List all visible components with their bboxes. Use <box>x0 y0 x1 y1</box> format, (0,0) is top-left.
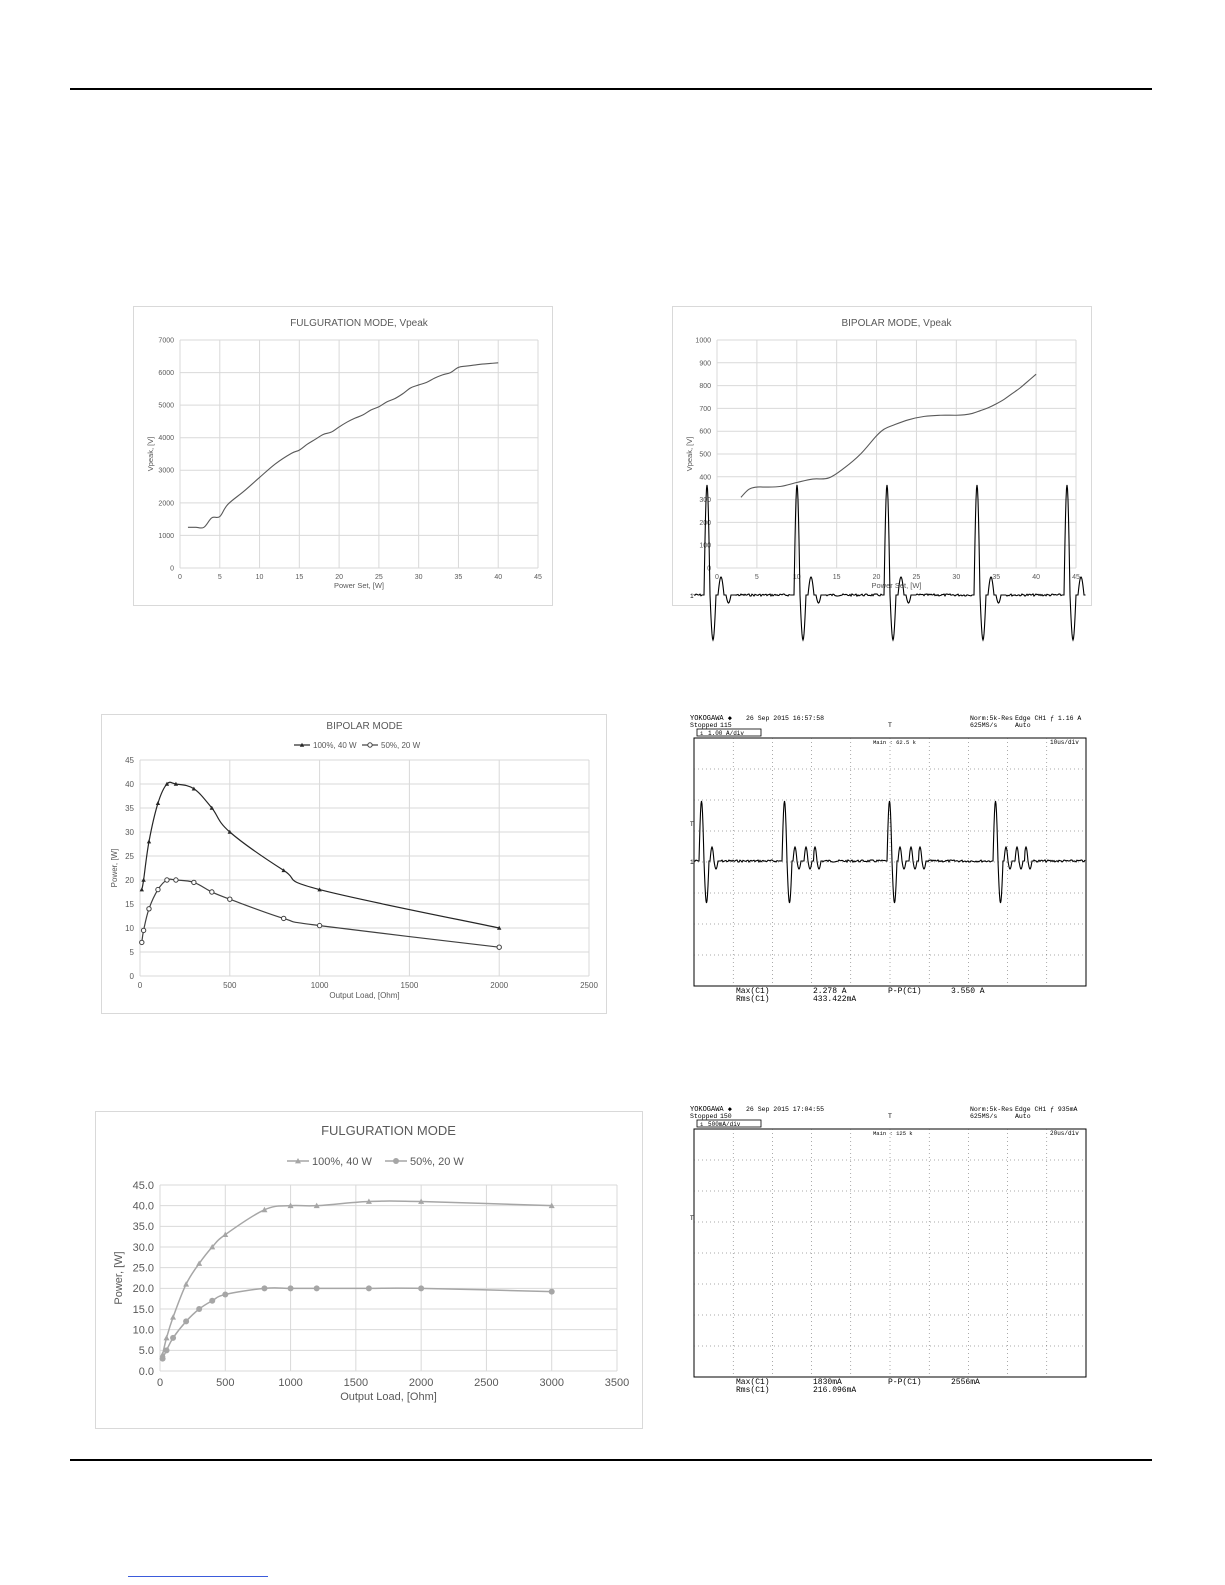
scope-trigger-marker: T <box>888 722 892 729</box>
x-tick-label: 45 <box>534 574 542 581</box>
scope-trigger-edge: Edge CH1 ƒ 1.16 A <box>1015 715 1082 722</box>
y-tick-label: 1000 <box>695 337 711 345</box>
data-point <box>156 887 160 891</box>
y-tick-label: 0.0 <box>138 1365 154 1378</box>
scope-datetime: 26 Sep 2015 16:57:58 <box>746 715 825 722</box>
y-tick-label: 0 <box>129 971 134 981</box>
x-tick-label: 35 <box>992 574 1001 581</box>
x-tick-label: 1000 <box>310 981 329 990</box>
y-tick-label: 45.0 <box>132 1179 154 1192</box>
y-tick-label: 20 <box>125 875 134 885</box>
scope-meas-max-value: 1830mA <box>813 1378 842 1387</box>
data-point <box>196 1306 202 1312</box>
y-axis-label: Vpeak, [V] <box>146 436 155 472</box>
data-point <box>147 907 151 911</box>
y-tick-label: 1000 <box>158 532 174 540</box>
scope-channel-number: 1 <box>700 1121 704 1128</box>
data-point <box>164 1347 170 1353</box>
data-point <box>288 1285 294 1291</box>
x-tick-label: 15 <box>832 574 841 581</box>
x-tick-label: 10 <box>792 574 801 581</box>
x-tick-label: 2500 <box>580 981 598 990</box>
x-tick-label: 0 <box>137 981 143 990</box>
data-point <box>210 890 214 894</box>
chart-fulguration-power-svg <box>95 1111 643 1429</box>
oscilloscope-capture-1 <box>688 712 1090 1004</box>
y-tick-label: 2000 <box>158 500 174 508</box>
scope-record: 150 <box>720 1113 732 1120</box>
footer-rule <box>70 1459 1152 1461</box>
chart-fulguration-power <box>95 1111 643 1429</box>
data-point <box>261 1285 267 1291</box>
x-tick-label: 25 <box>912 574 921 581</box>
y-tick-label: 500 <box>699 451 711 459</box>
scope-main-record: Main : 62.5 k <box>873 739 916 746</box>
y-tick-label: 600 <box>699 428 711 436</box>
y-tick-label: 0 <box>170 565 174 573</box>
y-tick-label: 45 <box>125 755 134 765</box>
scope-time-div: 20us/div <box>1050 1130 1079 1137</box>
legend-label: 100%, 40 W <box>312 1155 372 1168</box>
scope-time-div: 10us/div <box>1050 739 1079 746</box>
x-tick-label: 1500 <box>400 981 419 990</box>
x-tick-label: 20 <box>872 574 881 581</box>
scope-meas-pp-label: P-P(C1) <box>888 987 922 996</box>
chart-frame <box>134 307 553 606</box>
data-point <box>366 1285 372 1291</box>
y-tick-label: 30 <box>125 827 134 837</box>
x-tick-label: 40 <box>494 574 503 581</box>
scope-meas-pp-value: 2556mA <box>951 1378 980 1387</box>
x-axis-label: Output Load, [Ohm] <box>329 991 400 1000</box>
x-tick-label: 25 <box>374 574 383 581</box>
y-tick-label: 800 <box>699 383 711 391</box>
scope-ground-marker: 1 <box>690 859 694 866</box>
x-tick-label: 2000 <box>490 981 509 990</box>
data-point <box>497 945 501 949</box>
legend-marker <box>368 743 372 747</box>
y-tick-label: 10.0 <box>132 1324 154 1337</box>
x-tick-label: 1500 <box>343 1377 369 1389</box>
x-axis-label: Output Load, [Ohm] <box>340 1391 437 1403</box>
scope-datetime: 26 Sep 2015 17:04:55 <box>746 1106 825 1113</box>
x-tick-label: 1000 <box>278 1377 303 1389</box>
scope-brand: YOKOGAWA ◆ <box>690 1106 733 1114</box>
y-axis-label: Power, [W] <box>110 848 119 888</box>
x-tick-label: 5 <box>754 574 759 581</box>
x-tick-label: 30 <box>952 574 961 581</box>
scope-sample-rate: 625MS/s <box>970 1113 998 1120</box>
scope-meas-rms-value: 216.096mA <box>813 1386 857 1395</box>
y-tick-label: 25.0 <box>132 1262 154 1275</box>
y-tick-label: 3000 <box>158 467 174 475</box>
scope-meas-max-label: Max(C1) <box>736 987 770 996</box>
x-tick-label: 20 <box>335 574 344 581</box>
y-tick-label: 7000 <box>158 337 174 345</box>
y-axis-label: Vpeak, [V] <box>685 436 694 472</box>
scope-trigger-level-marker: T <box>690 821 694 828</box>
y-tick-label: 5.0 <box>138 1345 154 1358</box>
x-tick-label: 2000 <box>408 1377 434 1389</box>
scope-meas-rms-label: Rms(C1) <box>736 995 770 1004</box>
data-point <box>141 928 145 932</box>
chart-bipolar-power <box>101 714 607 1014</box>
y-tick-label: 15 <box>125 899 134 909</box>
y-tick-label: 700 <box>699 405 711 413</box>
scope-meas-rms-label: Rms(C1) <box>736 1386 770 1395</box>
scope-trigger-marker: T <box>888 1113 892 1120</box>
x-axis-label: Power Set, [W] <box>871 581 922 590</box>
chart-title: BIPOLAR MODE <box>326 721 403 732</box>
scope-main-record: Main : 125 k <box>873 1130 913 1137</box>
y-axis-label: Power, [W] <box>113 1251 125 1305</box>
y-tick-label: 200 <box>699 519 711 527</box>
legend-label: 100%, 40 W <box>313 740 357 750</box>
x-tick-label: 40 <box>1032 574 1041 581</box>
x-tick-label: 500 <box>223 981 237 990</box>
data-point <box>222 1292 228 1298</box>
scope-meas-max-value: 2.278 A <box>813 987 847 996</box>
scope-trigger-edge: Edge CH1 ƒ 935mA <box>1015 1106 1078 1113</box>
data-point <box>160 1356 166 1362</box>
y-tick-label: 5000 <box>158 402 174 410</box>
y-tick-label: 25 <box>125 851 134 861</box>
scope-channel-number: 1 <box>700 730 704 737</box>
scope-status: Stopped <box>690 722 718 729</box>
x-tick-label: 45 <box>1072 574 1080 581</box>
scope-meas-pp-value: 3.550 A <box>951 987 985 996</box>
x-tick-label: 0 <box>156 1377 164 1389</box>
x-tick-label: 10 <box>255 574 264 581</box>
y-tick-label: 300 <box>699 497 711 505</box>
scope-channel-scale: 500mA/div <box>708 1121 741 1128</box>
chart-bipolar-vpeak-svg <box>672 306 1092 606</box>
chart-title: BIPOLAR MODE, Vpeak <box>841 318 952 329</box>
x-tick-label: 30 <box>414 574 423 581</box>
chart-bipolar-power-svg <box>101 714 607 1014</box>
scope-record: 115 <box>720 722 732 729</box>
y-tick-label: 10 <box>125 923 134 933</box>
oscilloscope-capture-1-svg <box>688 712 1090 1004</box>
legend-label: 50%, 20 W <box>410 1155 464 1168</box>
y-tick-label: 40.0 <box>132 1200 154 1213</box>
x-tick-label: 15 <box>295 574 304 581</box>
header-rule <box>70 88 1152 90</box>
scope-channel-scale: 1.00 A/div <box>708 730 745 737</box>
y-tick-label: 20.0 <box>132 1283 154 1296</box>
y-tick-label: 0 <box>707 565 711 573</box>
scope-trigger-mode: Auto <box>1015 722 1031 729</box>
scope-sample-rate: 625MS/s <box>970 722 998 729</box>
scope-trigger-mode: Auto <box>1015 1113 1031 1120</box>
data-point <box>192 880 196 884</box>
chart-bipolar-vpeak <box>672 306 1092 606</box>
scope-ground-marker: 1 <box>690 593 694 600</box>
chart-frame <box>102 715 607 1014</box>
footer-link-underline <box>128 1576 268 1577</box>
y-tick-label: 30.0 <box>132 1241 154 1254</box>
y-tick-label: 35 <box>125 803 134 813</box>
scope-acq-mode: Norm:5k-Res <box>970 1106 1013 1113</box>
x-tick-label: 3000 <box>539 1377 564 1389</box>
y-tick-label: 400 <box>699 474 711 482</box>
y-tick-label: 100 <box>699 542 711 550</box>
data-point <box>281 916 285 920</box>
x-tick-label: 2500 <box>474 1377 499 1389</box>
y-tick-label: 40 <box>125 779 134 789</box>
data-point <box>317 923 321 927</box>
data-point <box>228 897 232 901</box>
y-tick-label: 35.0 <box>132 1221 154 1234</box>
scope-acq-mode: Norm:5k-Res <box>970 715 1013 722</box>
data-point <box>170 1335 176 1341</box>
y-tick-label: 6000 <box>158 370 174 378</box>
legend-marker <box>393 1158 399 1164</box>
legend-label: 50%, 20 W <box>381 740 421 750</box>
y-tick-label: 900 <box>699 360 711 368</box>
data-point <box>140 940 144 944</box>
y-tick-label: 15.0 <box>132 1303 154 1316</box>
chart-fulguration-vpeak <box>133 306 553 606</box>
scope-brand: YOKOGAWA ◆ <box>690 715 733 723</box>
x-tick-label: 0 <box>715 574 719 581</box>
data-point <box>165 878 169 882</box>
data-point <box>174 878 178 882</box>
data-point <box>314 1285 320 1291</box>
chart-title: FULGURATION MODE, Vpeak <box>290 318 428 329</box>
data-point <box>209 1298 215 1304</box>
scope-trigger-level-marker: T <box>690 1215 694 1222</box>
scope-meas-max-label: Max(C1) <box>736 1378 770 1387</box>
scope-meas-pp-label: P-P(C1) <box>888 1378 922 1387</box>
chart-frame <box>673 307 1092 606</box>
scope-status: Stopped <box>690 1113 718 1120</box>
x-axis-label: Power Set, [W] <box>333 581 385 590</box>
y-tick-label: 5 <box>129 947 134 957</box>
scope-meas-rms-value: 433.422mA <box>813 995 857 1004</box>
y-tick-label: 4000 <box>158 435 174 443</box>
x-tick-label: 3500 <box>604 1377 630 1389</box>
chart-fulguration-vpeak-svg <box>133 306 553 606</box>
data-point <box>549 1289 555 1295</box>
x-tick-label: 500 <box>216 1377 235 1389</box>
x-tick-label: 5 <box>217 574 222 581</box>
data-point <box>418 1285 424 1291</box>
data-point <box>183 1318 189 1324</box>
chart-title: FULGURATION MODE <box>321 1123 456 1138</box>
x-tick-label: 35 <box>454 574 463 581</box>
x-tick-label: 0 <box>178 574 182 581</box>
